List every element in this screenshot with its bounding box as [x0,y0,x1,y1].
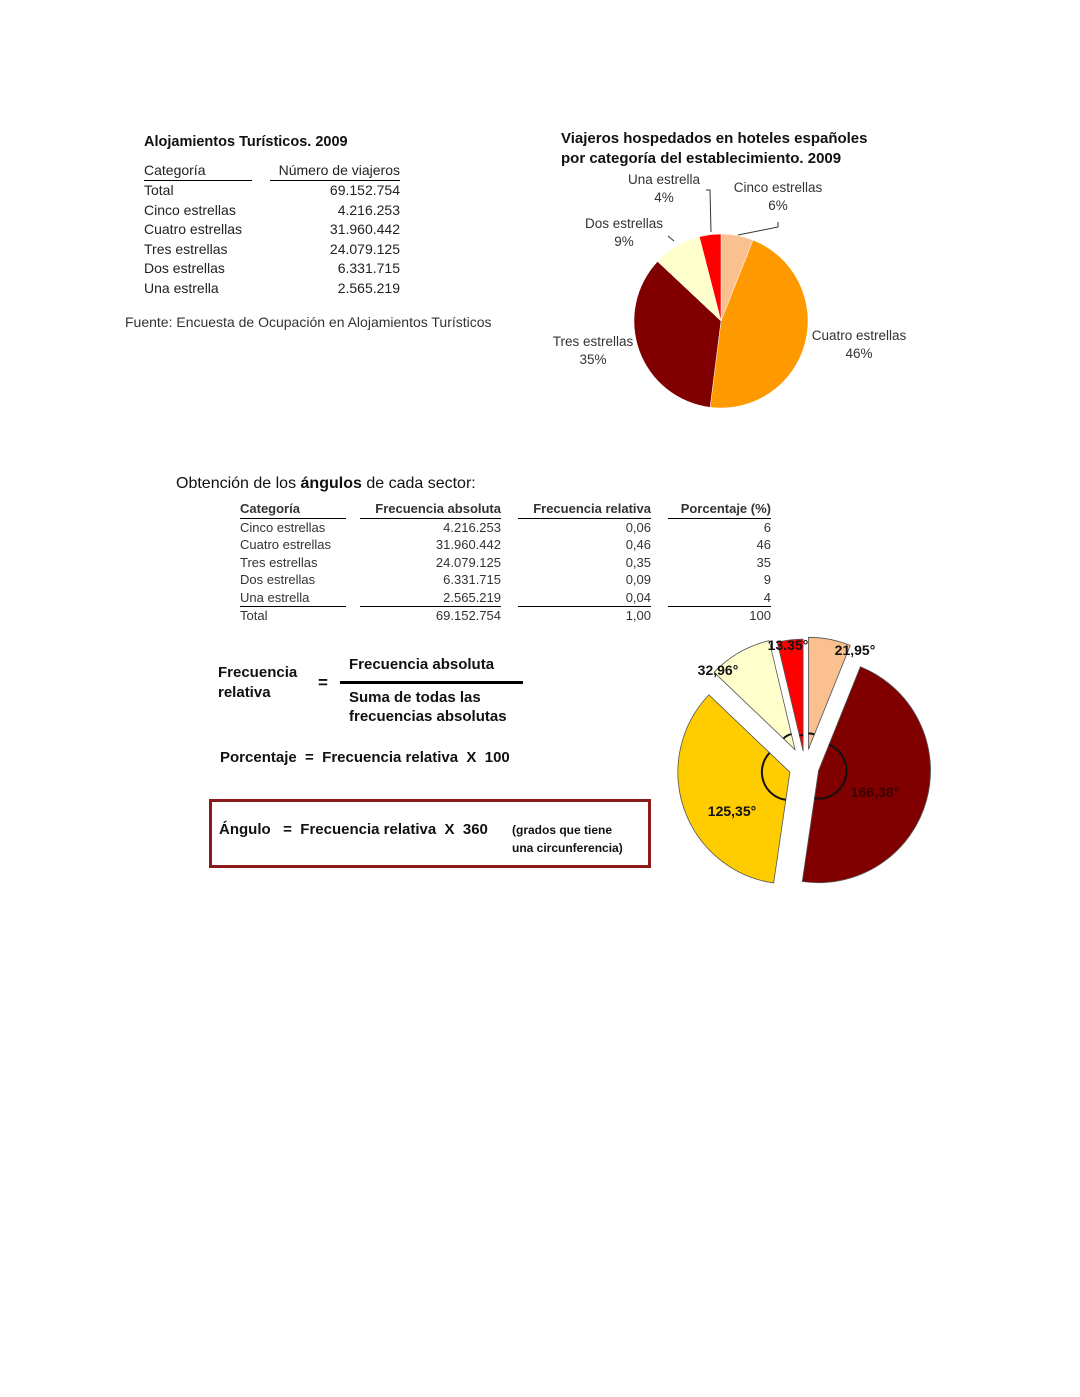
pie-title-line: Viajeros hospedados en hoteles españoles [561,130,868,147]
cell: Tres estrellas [240,554,318,570]
cell: 0,04 [625,589,651,605]
heading-bold: ángulos [300,475,362,492]
travelers-table [144,160,400,298]
angle-formula-box [209,799,651,868]
label-line: relativa [218,684,271,701]
cell: Dos estrellas [144,260,225,277]
cell: 0,35 [625,554,651,570]
slice-percent: 4% [654,190,674,205]
denominator-line: frecuencias absolutas [349,708,507,725]
equals-sign: = [318,673,328,692]
cell: 24.079.125 [329,240,400,257]
cell: 0,06 [625,519,651,535]
numerator: Frecuencia absoluta [349,656,495,673]
relative-frequency-label [218,663,297,703]
header: Frecuencia absoluta [360,500,501,518]
angle-label: Ángulo [219,821,271,838]
table1-title: Alojamientos Turísticos. 2009 [144,134,348,150]
cell: Una estrella [240,589,310,605]
slice-label: Una estrella [627,172,701,187]
header-category: Categoría [144,160,252,180]
slice-label: Cinco estrellas [733,180,823,195]
heading-text: de cada sector: [361,475,476,492]
equals-sign: = [305,749,314,766]
angle-label: 125,35° [707,803,757,819]
table-row [144,239,400,259]
cell: 24.079.125 [435,554,501,570]
cell: Cinco estrellas [144,201,236,218]
section-heading [176,475,476,493]
cell: 35 [756,554,771,570]
cell: 31.960.442 [329,221,400,238]
slice-percent: 46% [845,346,873,361]
percentage-formula [220,749,510,766]
table-row [240,571,771,589]
slice-label: Dos estrellas [584,216,664,231]
equals-sign: = [283,821,292,838]
header: Porcentaje (%) [668,500,771,518]
cell: Total [144,182,174,199]
cell: 46 [756,537,771,553]
header: Frecuencia relativa [518,500,651,518]
cell: Una estrella [144,279,219,296]
cell: 4.216.253 [443,519,501,535]
pie-title-line: por categoría del establecimiento. 2009 [561,150,842,167]
table-row [240,518,771,536]
slice-percent: 35% [579,352,607,367]
slice-percent: 6% [768,198,788,213]
pie-title [561,129,868,169]
cell: 4 [763,589,771,605]
angle-label: 21,95° [834,642,876,658]
angle-note [512,821,623,857]
cell: 6.331.715 [443,572,501,588]
table-row [240,536,771,554]
cell: Cinco estrellas [240,519,326,535]
cell: Cuatro estrellas [144,221,243,238]
cell: 6.331.715 [337,260,400,277]
cell: 1,00 [518,607,651,625]
angle-label: 32,96° [697,662,739,678]
cell: Cuatro estrellas [240,537,332,553]
cell: 69.152.754 [360,607,501,625]
exploded-pie-chart [670,625,940,895]
header: Categoría [240,500,346,518]
heading-text: Obtención de los [176,475,301,492]
cell: Total [240,607,346,625]
pct-expression: Frecuencia relativa X 100 [322,749,510,766]
slice-label: Tres estrellas [552,334,634,349]
slice-label: Cuatro estrellas [811,328,907,343]
cell: 2.565.219 [443,589,501,605]
total-row [240,607,771,625]
frequency-table [240,500,771,625]
angle-arc [808,733,814,734]
pie-chart [540,170,930,420]
label-line: Frecuencia [218,664,298,681]
table-row [144,259,400,279]
note-line: (grados que tiene [512,823,613,837]
note-line: una circunferencia) [512,841,623,855]
cell: 6 [763,519,771,535]
source-note: Fuente: Encuesta de Ocupación en Alojamientos Turísticos [125,314,492,330]
angle-expression: Frecuencia relativa X 360 [300,821,488,838]
cell: 4.216.253 [337,201,400,218]
cell: Tres estrellas [144,240,228,257]
cell: 100 [668,607,771,625]
header-travelers: Número de viajeros [270,160,400,180]
table-row [144,180,400,200]
cell: 31.960.442 [435,537,501,553]
cell: 0,09 [625,572,651,588]
slice-percent: 9% [614,234,634,249]
table-row [144,278,400,298]
angle-label: 166,38° [850,784,900,800]
angle-formula [219,821,488,838]
table-row [144,200,400,220]
pct-label: Porcentaje [220,749,297,766]
leader-line [738,222,778,235]
denominator-line: Suma de todas las [349,689,481,706]
cell: Dos estrellas [240,572,316,588]
denominator [349,688,507,726]
cell: 2.565.219 [337,279,400,296]
cell: 69.152.754 [329,182,400,199]
table-row [240,589,771,607]
leader-line [668,236,674,241]
angle-label: 13.35° [767,637,809,653]
fraction-bar [340,681,523,684]
cell: 0,46 [625,537,651,553]
leader-line [706,190,711,232]
table-row [144,220,400,240]
table-row [240,554,771,572]
cell: 9 [763,572,771,588]
